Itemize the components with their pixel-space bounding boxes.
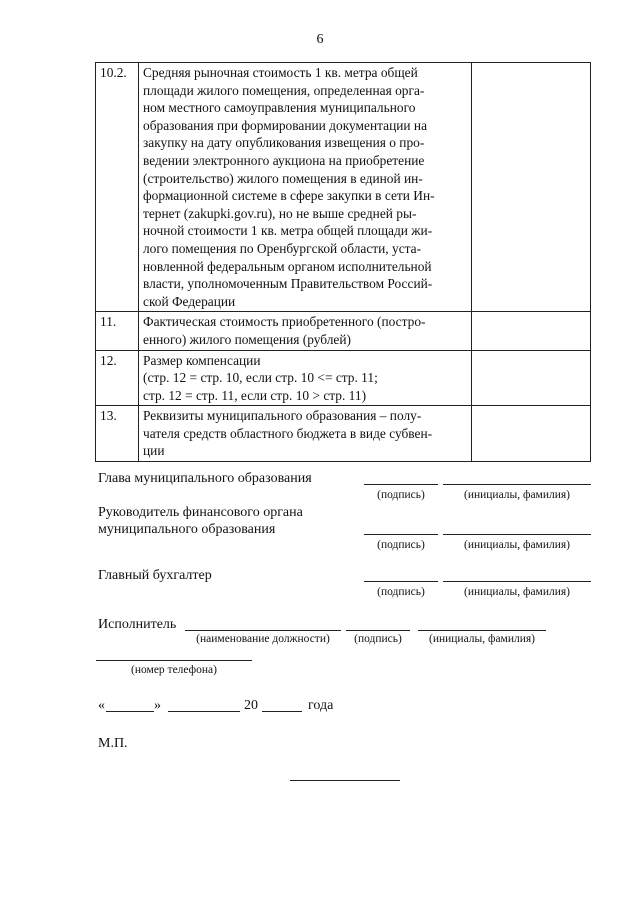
row-text-line: площади жилого помещения, определенная орга- (143, 82, 425, 98)
row-description (139, 406, 472, 462)
finance-initials-line[interactable] (443, 534, 591, 535)
report-table (95, 62, 591, 462)
row-text-line: закупку на дату опубликования извещения о про- (143, 135, 425, 151)
row-text-line: чателя средств областного бюджета в виде субвен- (143, 425, 433, 441)
row-text-line: Фактическая стоимость приобретенного (постро- (143, 314, 426, 330)
executor-label: Исполнитель (98, 617, 177, 632)
finance-label-line1: Руководитель финансового органа (98, 505, 303, 520)
head-signature-line[interactable] (364, 484, 438, 485)
table-row (96, 63, 591, 312)
row-number: 11. (96, 312, 139, 350)
finance-label-line2: муниципального образования (98, 522, 276, 537)
row-description (139, 63, 472, 312)
row-text-line: ведении электронного аукциона на приобретение (143, 152, 425, 168)
phone-line[interactable] (96, 660, 252, 661)
row-text-line: тернет (zakupki.gov.ru), но не выше средней ры- (143, 205, 417, 221)
row-number: 12. (96, 350, 139, 406)
head-label: Глава муниципального образования (98, 471, 312, 486)
row-description (139, 312, 472, 350)
date-year-line[interactable] (262, 711, 302, 712)
date-suffix: года (308, 698, 334, 713)
head-initials-line[interactable] (443, 484, 591, 485)
table-row (96, 312, 591, 350)
row-text-line: власти, уполномоченным Правительством Россий- (143, 276, 433, 292)
accountant-signature-caption: (подпись) (377, 586, 425, 598)
row-text-line: енного) жилого помещения (рублей) (143, 331, 351, 347)
table-row (96, 350, 591, 406)
row-text-line: стр. 12 = стр. 11, если стр. 10 > стр. 11) (143, 387, 367, 403)
finance-signature-caption: (подпись) (377, 539, 425, 551)
row-text-line: Реквизиты муниципального образования – полу- (143, 408, 422, 424)
finance-signature-line[interactable] (364, 534, 438, 535)
row-text-line: Средняя рыночная стоимость 1 кв. метра общей (143, 65, 418, 80)
row-text-line: формационной системе в сфере закупки в сети Ин- (143, 188, 435, 204)
bottom-rule (290, 780, 400, 781)
row-text-line: (строительство) жилого помещения в единой ин- (143, 170, 423, 186)
row-number: 13. (96, 406, 139, 462)
row-value-cell[interactable] (472, 63, 591, 312)
executor-initials-caption: (инициалы, фамилия) (428, 633, 536, 645)
date-month-line[interactable] (168, 711, 240, 712)
executor-signature-line[interactable] (346, 630, 410, 631)
accountant-initials-line[interactable] (443, 581, 591, 582)
executor-position-line[interactable] (185, 630, 341, 631)
page-number: 6 (316, 32, 324, 47)
head-signature-caption: (подпись) (377, 489, 425, 501)
row-text-line: ской Федерации (143, 293, 236, 309)
date-open-quote: « (98, 698, 105, 713)
date-close-quote: » (154, 698, 161, 713)
phone-caption: (номер телефона) (131, 664, 217, 676)
row-text-line: новленной федеральным органом исполнительной (143, 258, 432, 274)
date-day-line[interactable] (106, 711, 154, 712)
row-text-line: лого помещения по Оренбургской области, уста- (143, 240, 422, 256)
row-value-cell[interactable] (472, 406, 591, 462)
row-text-line: Размер компенсации (143, 352, 261, 368)
row-text-line: образования при формировании документации на (143, 117, 428, 133)
row-value-cell[interactable] (472, 350, 591, 406)
accountant-label: Главный бухгалтер (98, 568, 212, 583)
row-text-line: ном местного самоуправления муниципального (143, 100, 416, 116)
accountant-initials-caption: (инициалы, фамилия) (463, 586, 571, 598)
row-value-cell[interactable] (472, 312, 591, 350)
executor-position-caption: (наименование должности) (196, 633, 330, 645)
date-year-prefix: 20 (244, 698, 258, 713)
row-number: 10.2. (96, 63, 139, 312)
executor-signature-caption: (подпись) (354, 633, 402, 645)
head-initials-caption: (инициалы, фамилия) (463, 489, 571, 501)
accountant-signature-line[interactable] (364, 581, 438, 582)
row-text-line: ночной стоимости 1 кв. метра общей площади жи- (143, 223, 433, 239)
finance-initials-caption: (инициалы, фамилия) (463, 539, 571, 551)
executor-initials-line[interactable] (418, 630, 546, 631)
stamp-place: М.П. (98, 736, 128, 751)
report-table-body (96, 63, 591, 462)
table-row (96, 406, 591, 462)
row-text-line: (стр. 12 = стр. 10, если стр. 10 <= стр. 11; (143, 370, 378, 386)
row-text-line: ции (143, 443, 165, 459)
row-description (139, 350, 472, 406)
